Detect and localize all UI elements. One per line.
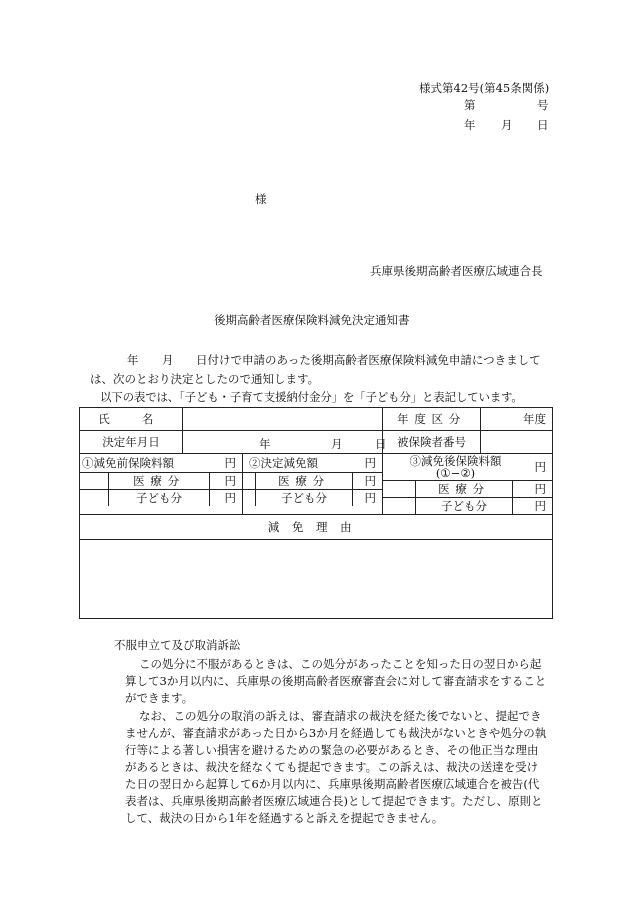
name-row xyxy=(80,408,553,431)
appeal-p1-line: この処分に不服があるときは、この処分があったことを知った日の翌日から起 xyxy=(139,657,542,671)
appeal-p2-line: があるときは、裁決を経なくても提起できます。この訴えは、裁決の送達を受け xyxy=(125,760,539,774)
fiscal-label-cell: 年度区分 xyxy=(383,408,481,431)
child-label: 子ども分 xyxy=(255,490,353,506)
yen-unit: 円 xyxy=(534,460,547,474)
appeal-p1-line: 算して3か月以内に、兵庫県の後期高齢者医療審査会に対して審査請求をすること xyxy=(125,674,547,688)
intro-line-1: 日付けで申請のあった後期高齢者医療保険料減免申請につきまして xyxy=(196,353,541,367)
child-label: 子ども分 xyxy=(415,498,513,514)
decision-date-row xyxy=(80,431,553,454)
yen-unit: 円 xyxy=(534,482,547,496)
issue-date-month: 月 xyxy=(501,118,513,132)
issue-date-day: 日 xyxy=(537,118,549,132)
decision-month: 月 xyxy=(331,437,343,451)
yen-unit: 円 xyxy=(224,491,236,505)
intro-date-year: 年 xyxy=(127,353,139,367)
yen-unit: 円 xyxy=(364,456,377,470)
yen-unit: 円 xyxy=(224,456,236,470)
appeal-heading: 不服申立て及び取消訴訟 xyxy=(114,638,241,652)
appeal-p2-line: 表者は、兵庫県後期高齢者医療広域連合長)として提起できます。ただし、原則と xyxy=(125,794,543,808)
form-number: 様式第42号(第45条関係) xyxy=(419,81,550,95)
decided-reduction-amount-cell xyxy=(243,454,383,515)
document-number-prefix: 第 xyxy=(464,98,476,112)
post-reduction-amount-cell xyxy=(383,454,553,515)
medical-label: 医療分 xyxy=(108,473,210,489)
decision-day: 日 xyxy=(375,437,387,451)
reason-body xyxy=(80,540,553,619)
yen-unit: 円 xyxy=(364,491,377,505)
issuer-name: 兵庫県後期高齢者医療広域連合長 xyxy=(370,264,543,278)
pre-reduction-amount-cell xyxy=(80,454,243,515)
intro-date-month: 月 xyxy=(162,353,174,367)
appeal-paragraph-1 xyxy=(97,656,557,707)
reason-body-row xyxy=(80,540,553,619)
issue-date-year: 年 xyxy=(464,118,476,132)
yen-unit: 円 xyxy=(224,474,236,488)
pre-reduction-label: ①減免前保険料額 xyxy=(82,456,174,470)
appeal-p1-line: ができます。 xyxy=(125,691,194,705)
reason-heading-row xyxy=(80,515,553,540)
medical-label: 医療分 xyxy=(255,473,353,489)
appeal-paragraph-2 xyxy=(97,708,557,827)
appeal-p2-line: して、裁決の日から1年を経過すると訴えを提起できません。 xyxy=(125,811,444,825)
insured-number-label: 被保険者番号 xyxy=(383,431,481,454)
decision-year: 年 xyxy=(259,437,271,451)
yen-unit: 円 xyxy=(364,474,377,488)
appeal-p2-line: なお、この処分の取消の訴えは、審査請求の裁決を経た後でないと、提起でき xyxy=(139,709,542,723)
appeal-p2-line: 行等による著しい損害を避けるための緊急の必要があるとき、その他正当な理由 xyxy=(125,743,539,757)
insured-number-value xyxy=(481,431,553,454)
decision-date-label: 決定年月日 xyxy=(80,431,183,454)
appeal-p2-line: た日の翌日から起算して6か月以内に、兵庫県後期高齢者医療広域連合を被告(代 xyxy=(125,777,540,791)
name-value-cell xyxy=(183,408,383,431)
child-label: 子ども分 xyxy=(108,490,210,506)
decision-table xyxy=(79,407,553,619)
document-number-suffix: 号 xyxy=(537,98,549,112)
decision-date-value xyxy=(183,431,387,454)
intro-line-2: は、次のとおり決定としたので通知します。 xyxy=(90,372,320,386)
appeal-p2-line: ませんが、審査請求があった日から3か月を経過しても裁決がないときや処分の執 xyxy=(125,726,547,740)
yen-unit: 円 xyxy=(534,499,547,513)
intro-line-3: 以下の表では、「子ども・子育て支援納付金分」を「子ども分」と表記しています。 xyxy=(100,390,523,404)
document-title: 後期高齢者医療保険料減免決定通知書 xyxy=(214,313,410,327)
decided-reduction-label: ②決定減免額 xyxy=(249,456,318,470)
reason-label: 減免理由 xyxy=(80,515,553,540)
medical-label: 医療分 xyxy=(415,481,513,497)
recipient-honorific: 様 xyxy=(255,192,267,206)
post-reduction-label: ③減免後保険料額 xyxy=(409,454,502,468)
name-label-cell: 氏 名 xyxy=(80,408,183,431)
post-reduction-formula: (①−②) xyxy=(435,466,476,480)
amount-row xyxy=(80,454,553,515)
fiscal-value-cell: 年度 xyxy=(481,408,553,431)
